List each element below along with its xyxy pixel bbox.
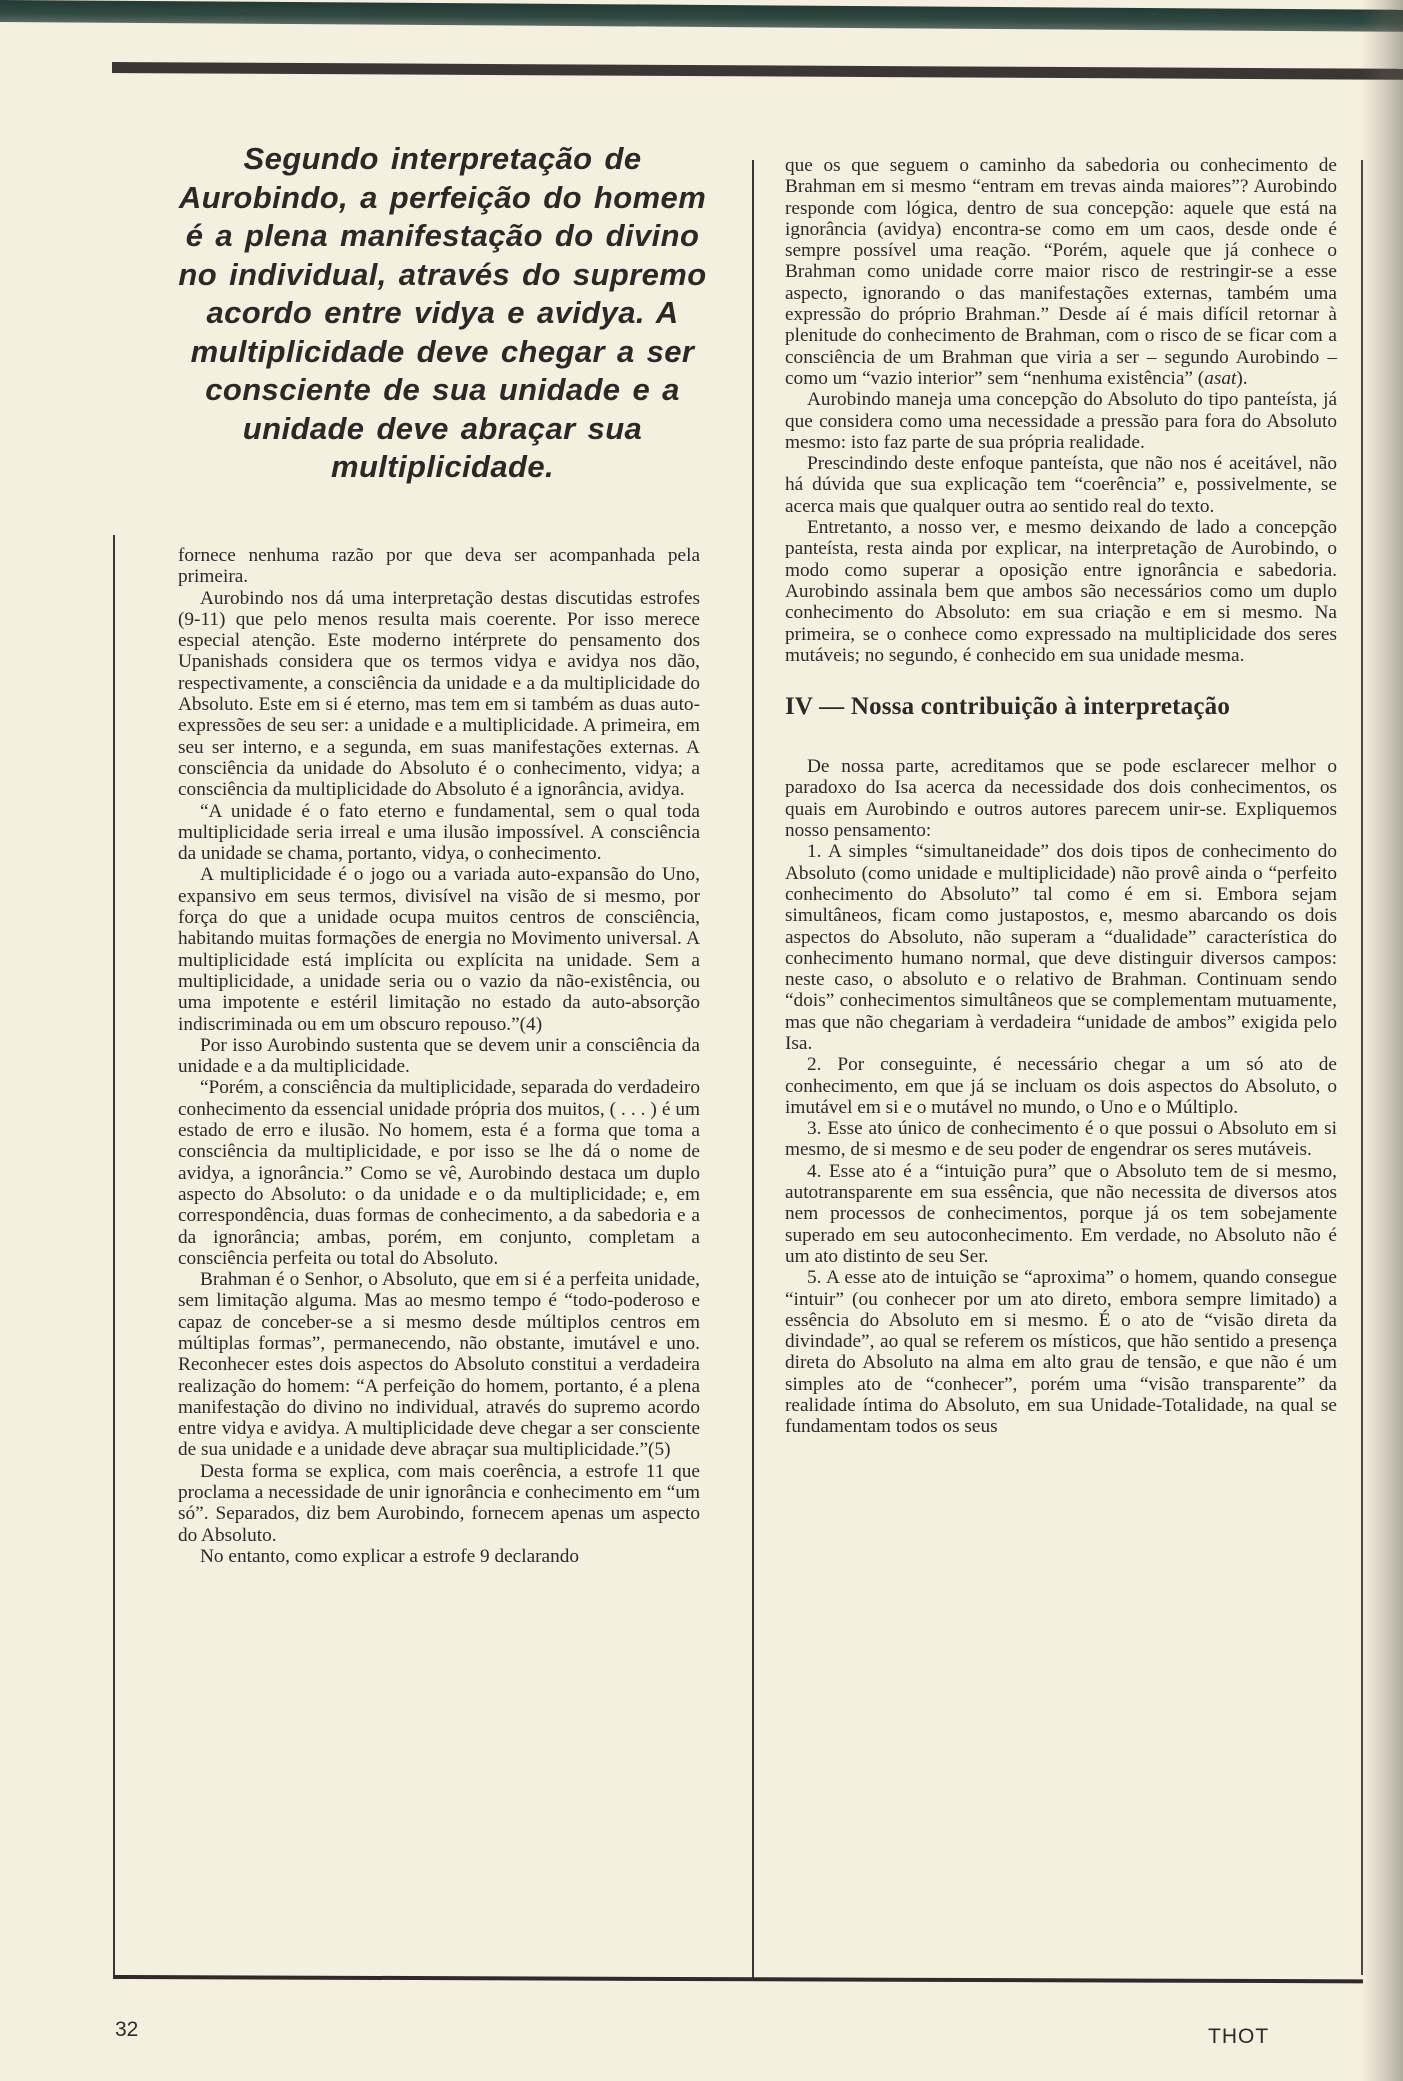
header-rule [112, 62, 1403, 80]
numbered-paragraph: 2. Por conseguinte, é necessário chegar a um só ato de conhecimento, em que já se incluam os dois aspectos do Absoluto, o imutável em si e o mutável no mundo, o Uno e o Múltiplo. [785, 1054, 1337, 1118]
paragraph: “A unidade é o fato eterno e fundamental, sem o qual toda multiplicidade seria irreal e uma ilusão impossível. A consciência da unidade se chama, portanto, vidya, o conhecimento. [178, 800, 700, 865]
paragraph: No entanto, como explicar a estrofe 9 declarando [200, 1545, 580, 1567]
term-asat: asat [1204, 367, 1237, 389]
journal-name: THOT [1208, 2025, 1270, 2048]
paragraph: Desta forma se explica, com mais coerência, a estrofe 11 que proclama a necessidade de unir ignorância e conhecimento em “um só”. Separados, diz bem Aurobindo, fornecem apenas um aspecto do Absoluto. [178, 1460, 700, 1546]
numbered-paragraph: 1. A simples “simultaneidade” dos dois tipos de conhecimento do Absoluto (como unidade e multiplicidade) não provê ainda o “perfeito conhecimento do Absoluto” tal como é em si. Embora sejam simultâneos, ficam como justapostos, e, mesmo abarcando os dois aspectos do Absoluto, não superam a “dualidade” característica do conhecimento humano normal, que deve distinguir diversos campos: neste caso, o absoluto e o relativo de Brahman. Continuam sendo “dois” conhecimentos simultâneos que se complementam mutuamente, mas que não chegariam à verdadeira “unidade de ambos” exigida pelo Isa. [785, 841, 1337, 1054]
paragraph: De nossa parte, acreditamos que se pode esclarecer melhor o paradoxo do Isa acerca da necessidade dos dois conhecimentos, os quais em Aurobindo e outros autores parecem unir-se. Expliquemos nosso pensamento: [785, 756, 1337, 842]
paragraph: que os que seguem o caminho da sabedoria ou conhecimento de Brahman em si mesmo “entram em trevas ainda maiores”? Aurobindo responde com lógica, dentro de sua concepção: aquele que está na ignorância (avidya) encontra-se como em um caos, desde onde é sempre possível uma reação. “Porém, aquele que já conhece o Brahman como unidade corre maior risco de restringir-se a esse aspecto, ignorando o das manifestações externas, também uma expressão do próprio Brahman.” Desde aí é mais difícil retornar à plenitude do conhecimento de Brahman, com o risco de se ficar com a consciência de um Brahman que viria a ser – segundo Aurobindo – como um “vazio interior” sem “nenhuma existência” (asat). [785, 155, 1337, 389]
paragraph: Prescindindo deste enfoque panteísta, que não nos é aceitável, não há dúvida que sua explicação tem “coerência” e, possivelmente, se acerca mais que qualquer outra ao sentido real do texto. [785, 453, 1337, 517]
paragraph: Entretanto, a nosso ver, e mesmo deixando de lado a concepção panteísta, resta ainda por explicar, na interpretação de Aurobindo, o modo como superar a oposição entre ignorância e sabedoria. Aurobindo assinala bem que ambos são necessários como um duplo conhecimento do Absoluto: em sua criação e em si mesmo. Na primeira, se o conhece como expressado na multiplicidade dos seres mutáveis; no segundo, é conhecido em sua unidade mesma. [785, 517, 1337, 666]
paragraph-text: que os que seguem o caminho da sabedoria ou conhecimento de Brahman em si mesmo “entram em trevas ainda maiores”? Aurobindo responde com lógica, dentro de sua concepção: aquele que está na ignorância (avidya) encontra-se como em um caos, desde onde é sempre possível uma reação. “Porém, aquele que já conhece o Brahman como unidade corre maior risco de restringir-se a esse aspecto, ignorando o das manifestações externas, também uma expressão do próprio Brahman.” Desde aí é mais difícil retornar à plenitude do conhecimento de Brahman, com o risco de se ficar com a consciência de um Brahman que viria a ser – segundo Aurobindo – como um “vazio interior” sem “nenhuma existência” [785, 155, 1337, 389]
numbered-paragraph: 4. Esse ato é a “intuição pura” que o Absoluto tem de si mesmo, autotransparente em sua essência, que não necessita de diversos atos nem processos de conhecimentos, porque já os tem sobejamente superado em seu autoconhecimento. Em verdade, no Absoluto não é um ato distinto de seu Ser. [785, 1160, 1337, 1267]
paragraph: Aurobindo maneja uma concepção do Absoluto do tipo panteísta, já que considera como uma necessidade a pressão para fora do Absoluto mesmo: isto faz parte de sua própria realidade. [785, 389, 1337, 453]
paragraph: Por isso Aurobindo sustenta que se devem unir a consciência da unidade e a da multiplicidade. [178, 1034, 700, 1078]
binding-shadow [1361, 0, 1403, 2081]
paragraph: “Porém, a consciência da multiplicidade, separada do verdadeiro conhecimento da essencial unidade própria dos muitos, ( . . . ) é um estado de erro e ilusão. No homem, esta é a forma que toma a consciência da multiplicidade, e por isso se lhe dá o nome de avidya, a ignorância.” Como se vê, Aurobindo destaca um duplo aspecto do Absoluto: o da unidade e o da multiplicidade; e, em correspondência, duas formas de conhecimento, a da sabedoria e a da ignorância; ambas, porém, em conjunto, completam a consciência perfeita ou total do Absoluto. [178, 1077, 700, 1269]
numbered-paragraph: 3. Esse ato único de conhecimento é o que possui o Absoluto em si mesmo, de si mesmo e de seu poder de engendrar os seres mutáveis. [785, 1118, 1337, 1161]
paragraph: Brahman é o Senhor, o Absoluto, que em si é a perfeita unidade, sem limitação alguma. Mas ao mesmo tempo é “todo-poderoso e capaz de conceber-se a si mesmo desde múltiplos centros em múltiplas formas”, permanecendo, não obstante, imutável e uno. Reconhecer estes dois aspectos do Absoluto constitui a verdadeira realização do homem: “A perfeição do homem, portanto, é a plena manifestação do divino no individual, através do supremo acordo entre vidya e avidya. A multiplicidade deve chegar a ser consciente de sua unidade e a unidade deve abraçar sua multiplicidade.”(5) [178, 1269, 700, 1461]
page-top-edge-band [0, 0, 1403, 32]
section-heading: IV — Nossa contribuição à interpretação [785, 693, 1231, 721]
left-text-column [178, 545, 700, 1567]
paragraph: Aurobindo nos dá uma interpretação destas discutidas estrofes (9-11) que pelo menos resulta mais coerente. Por isso merece especial atenção. Este moderno intérprete do pensamento dos Upanishads considera que os termos vidya e avidya nos dão, respectivamente, a consciência da unidade e a da multiplicidade do Absoluto. Este em si é eterno, mas tem em si também as duas auto-expressões de seu ser: a unidade e a multiplicidade. A primeira, em seu ser interno, e a segunda, em suas manifestações externas. A consciência da unidade do Absoluto é o conhecimento, vidya; a consciência da multiplicidade do Absoluto é a ignorância, avidya. [178, 587, 700, 801]
footer-rule [113, 1975, 1363, 1983]
left-column-border [113, 535, 115, 1975]
pull-quote: Segundo interpretação de Aurobindo, a perfeição do homem é a plena manifestação do divino no individual, através do supremo acordo entre vidya e avidya. A multiplicidade deve chegar a ser consciente de sua unidade e a unidade deve abraçar sua multiplicidade. [178, 141, 707, 484]
paragraph: A multiplicidade é o jogo ou a variada auto-expansão do Uno, expansivo em seus termos, divisível na visão de si mesmo, por força do que a unidade ocupa muitos centros de consciência, habitando muitas formações de energia no Movimento universal. A multiplicidade está implícita ou explícita na unidade. Sem a multiplicidade, a unidade seria ou o vazio da não-existência, ou uma impotente e estéril limitação no estado da auto-absorção indiscriminada ou em um obscuro repouso.”(4) [178, 864, 700, 1035]
right-text-column [785, 155, 1337, 1438]
paragraph: fornece nenhuma razão por que deva ser acompanhada pela primeira. [178, 545, 700, 588]
page-number: 32 [115, 2018, 139, 2041]
column-divider [752, 160, 754, 1980]
numbered-paragraph: 5. A esse ato de intuição se “aproxima” o homem, quando consegue “intuir” (ou conhecer por um ato direto, embora sempre limitado) a essência do Absoluto em si mesmo. É o ato de “visão direta da divindade”, ao qual se referem os místicos, que hão sentido a presença direta do Absoluto na alma em alto grau de tensão, e que não é um simples ato de “conhecer”, porém uma “visão transparente” da realidade íntima do Absoluto, em sua Unidade-Totalidade, na qual se fundamentam todos os seus [785, 1267, 1337, 1438]
